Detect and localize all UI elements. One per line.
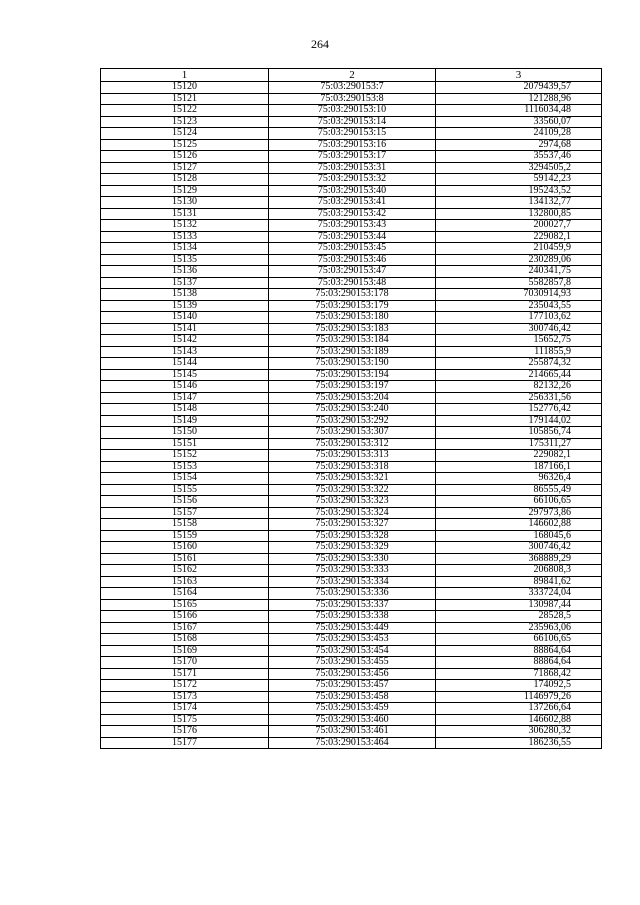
cadastral-number-cell: 75:03:290153:464 (269, 737, 436, 749)
cadastral-number-cell: 75:03:290153:324 (269, 507, 436, 519)
value-cell: 96326,4 (436, 473, 602, 485)
table-row (101, 300, 602, 312)
cadastral-number-cell: 75:03:290153:190 (269, 358, 436, 370)
value-cell: 229082,1 (436, 450, 602, 462)
value-cell: 175311,27 (436, 438, 602, 450)
value-cell: 177103,62 (436, 312, 602, 324)
cadastral-number-cell: 75:03:290153:40 (269, 185, 436, 197)
row-number-cell: 15167 (101, 622, 269, 634)
row-number-cell: 15120 (101, 82, 269, 94)
value-cell: 186236,55 (436, 737, 602, 749)
cadastral-number-cell: 75:03:290153:180 (269, 312, 436, 324)
table-row (101, 542, 602, 554)
cadastral-number-cell: 75:03:290153:455 (269, 657, 436, 669)
cadastral-number-cell: 75:03:290153:44 (269, 231, 436, 243)
cadastral-number-cell: 75:03:290153:184 (269, 335, 436, 347)
table-row (101, 312, 602, 324)
row-number-cell: 15160 (101, 542, 269, 554)
table-row (101, 737, 602, 749)
cadastral-number-cell: 75:03:290153:328 (269, 530, 436, 542)
table-row (101, 507, 602, 519)
value-cell: 66106,65 (436, 634, 602, 646)
value-cell: 7030914,93 (436, 289, 602, 301)
table-row (101, 427, 602, 439)
cadastral-number-cell: 75:03:290153:322 (269, 484, 436, 496)
column-header-1: 1 (101, 69, 269, 82)
row-number-cell: 15164 (101, 588, 269, 600)
table-row (101, 484, 602, 496)
row-number-cell: 15157 (101, 507, 269, 519)
row-number-cell: 15137 (101, 277, 269, 289)
column-header-3: 3 (436, 69, 602, 82)
value-cell: 240341,75 (436, 266, 602, 278)
value-cell: 256331,56 (436, 392, 602, 404)
table-row (101, 116, 602, 128)
cadastral-number-cell: 75:03:290153:17 (269, 151, 436, 163)
value-cell: 179144,02 (436, 415, 602, 427)
table-row (101, 277, 602, 289)
cadastral-number-cell: 75:03:290153:456 (269, 668, 436, 680)
cadastral-number-cell: 75:03:290153:14 (269, 116, 436, 128)
value-cell: 206808,3 (436, 565, 602, 577)
cadastral-number-cell: 75:03:290153:327 (269, 519, 436, 531)
cadastral-number-cell: 75:03:290153:338 (269, 611, 436, 623)
value-cell: 24109,28 (436, 128, 602, 140)
value-cell: 105856,74 (436, 427, 602, 439)
row-number-cell: 15165 (101, 599, 269, 611)
row-number-cell: 15154 (101, 473, 269, 485)
value-cell: 111855,9 (436, 346, 602, 358)
cadastral-number-cell: 75:03:290153:330 (269, 553, 436, 565)
cadastral-number-cell: 75:03:290153:449 (269, 622, 436, 634)
value-cell: 15652,75 (436, 335, 602, 347)
cadastral-number-cell: 75:03:290153:10 (269, 105, 436, 117)
table-row (101, 691, 602, 703)
row-number-cell: 15148 (101, 404, 269, 416)
value-cell: 210459,9 (436, 243, 602, 255)
row-number-cell: 15124 (101, 128, 269, 140)
cadastral-number-cell: 75:03:290153:318 (269, 461, 436, 473)
table-row (101, 381, 602, 393)
table-row (101, 335, 602, 347)
row-number-cell: 15175 (101, 714, 269, 726)
table-row (101, 599, 602, 611)
cadastral-number-cell: 75:03:290153:321 (269, 473, 436, 485)
row-number-cell: 15159 (101, 530, 269, 542)
row-number-cell: 15125 (101, 139, 269, 151)
table-row (101, 461, 602, 473)
value-cell: 146602,88 (436, 714, 602, 726)
value-cell: 174092,5 (436, 680, 602, 692)
table-row (101, 634, 602, 646)
row-number-cell: 15140 (101, 312, 269, 324)
cadastral-number-cell: 75:03:290153:42 (269, 208, 436, 220)
cadastral-number-cell: 75:03:290153:334 (269, 576, 436, 588)
cadastral-number-cell: 75:03:290153:31 (269, 162, 436, 174)
value-cell: 195243,52 (436, 185, 602, 197)
value-cell: 121288,96 (436, 93, 602, 105)
row-number-cell: 15158 (101, 519, 269, 531)
value-cell: 300746,42 (436, 542, 602, 554)
value-cell: 59142,23 (436, 174, 602, 186)
value-cell: 235043,55 (436, 300, 602, 312)
row-number-cell: 15130 (101, 197, 269, 209)
value-cell: 33560,07 (436, 116, 602, 128)
value-cell: 2079439,57 (436, 82, 602, 94)
cadastral-number-cell: 75:03:290153:292 (269, 415, 436, 427)
cadastral-number-cell: 75:03:290153:312 (269, 438, 436, 450)
table-row (101, 496, 602, 508)
table-row (101, 404, 602, 416)
row-number-cell: 15141 (101, 323, 269, 335)
value-cell: 214665,44 (436, 369, 602, 381)
table-row (101, 231, 602, 243)
cadastral-number-cell: 75:03:290153:204 (269, 392, 436, 404)
value-cell: 130987,44 (436, 599, 602, 611)
row-number-cell: 15177 (101, 737, 269, 749)
cadastral-number-cell: 75:03:290153:313 (269, 450, 436, 462)
cadastral-number-cell: 75:03:290153:329 (269, 542, 436, 554)
table-row (101, 519, 602, 531)
row-number-cell: 15131 (101, 208, 269, 220)
table-row (101, 565, 602, 577)
table-row (101, 415, 602, 427)
row-number-cell: 15128 (101, 174, 269, 186)
value-cell: 137266,64 (436, 703, 602, 715)
cadastral-number-cell: 75:03:290153:323 (269, 496, 436, 508)
cadastral-number-cell: 75:03:290153:7 (269, 82, 436, 94)
cadastral-number-cell: 75:03:290153:43 (269, 220, 436, 232)
cadastral-number-cell: 75:03:290153:179 (269, 300, 436, 312)
row-number-cell: 15171 (101, 668, 269, 680)
table-row (101, 323, 602, 335)
cadastral-number-cell: 75:03:290153:15 (269, 128, 436, 140)
table-row (101, 680, 602, 692)
cadastral-number-cell: 75:03:290153:453 (269, 634, 436, 646)
cadastral-number-cell: 75:03:290153:307 (269, 427, 436, 439)
table-row (101, 645, 602, 657)
row-number-cell: 15150 (101, 427, 269, 439)
table-row (101, 254, 602, 266)
table-row (101, 105, 602, 117)
table-row (101, 726, 602, 738)
cadastral-number-cell: 75:03:290153:32 (269, 174, 436, 186)
value-cell: 5582857,8 (436, 277, 602, 289)
row-number-cell: 15136 (101, 266, 269, 278)
cadastral-number-cell: 75:03:290153:178 (269, 289, 436, 301)
value-cell: 187166,1 (436, 461, 602, 473)
value-cell: 1146979,26 (436, 691, 602, 703)
page-number: 264 (311, 37, 329, 51)
row-number-cell: 15142 (101, 335, 269, 347)
table-row (101, 208, 602, 220)
table-row (101, 93, 602, 105)
value-cell: 1116034,48 (436, 105, 602, 117)
table-row (101, 358, 602, 370)
row-number-cell: 15133 (101, 231, 269, 243)
cadastral-number-cell: 75:03:290153:47 (269, 266, 436, 278)
value-cell: 306280,32 (436, 726, 602, 738)
table-row (101, 611, 602, 623)
value-cell: 235963,06 (436, 622, 602, 634)
cadastral-number-cell: 75:03:290153:48 (269, 277, 436, 289)
value-cell: 229082,1 (436, 231, 602, 243)
table-row (101, 197, 602, 209)
row-number-cell: 15143 (101, 346, 269, 358)
table-row (101, 266, 602, 278)
value-cell: 230289,06 (436, 254, 602, 266)
value-cell: 86555,49 (436, 484, 602, 496)
row-number-cell: 15174 (101, 703, 269, 715)
row-number-cell: 15166 (101, 611, 269, 623)
cadastral-number-cell: 75:03:290153:46 (269, 254, 436, 266)
table-row (101, 243, 602, 255)
row-number-cell: 15127 (101, 162, 269, 174)
cadastral-number-cell: 75:03:290153:458 (269, 691, 436, 703)
value-cell: 71868,42 (436, 668, 602, 680)
value-cell: 300746,42 (436, 323, 602, 335)
row-number-cell: 15153 (101, 461, 269, 473)
row-number-cell: 15129 (101, 185, 269, 197)
table-row (101, 82, 602, 94)
cadastral-number-cell: 75:03:290153:197 (269, 381, 436, 393)
table-row (101, 162, 602, 174)
table-row (101, 530, 602, 542)
row-number-cell: 15149 (101, 415, 269, 427)
cadastral-number-cell: 75:03:290153:333 (269, 565, 436, 577)
cadastral-number-cell: 75:03:290153:459 (269, 703, 436, 715)
cadastral-number-cell: 75:03:290153:461 (269, 726, 436, 738)
row-number-cell: 15121 (101, 93, 269, 105)
row-number-cell: 15173 (101, 691, 269, 703)
value-cell: 134132,77 (436, 197, 602, 209)
table-row (101, 185, 602, 197)
row-number-cell: 15161 (101, 553, 269, 565)
value-cell: 146602,88 (436, 519, 602, 531)
value-cell: 132800,85 (436, 208, 602, 220)
cadastral-number-cell: 75:03:290153:454 (269, 645, 436, 657)
row-number-cell: 15145 (101, 369, 269, 381)
table-row (101, 622, 602, 634)
value-cell: 35537,46 (436, 151, 602, 163)
row-number-cell: 15134 (101, 243, 269, 255)
row-number-cell: 15156 (101, 496, 269, 508)
table-row (101, 703, 602, 715)
row-number-cell: 15162 (101, 565, 269, 577)
cadastral-number-cell: 75:03:290153:457 (269, 680, 436, 692)
table-header-row (101, 69, 602, 82)
table-row (101, 588, 602, 600)
value-cell: 88864,64 (436, 657, 602, 669)
table-row (101, 139, 602, 151)
table-row (101, 553, 602, 565)
row-number-cell: 15169 (101, 645, 269, 657)
table-row (101, 714, 602, 726)
data-table (100, 68, 602, 749)
cadastral-number-cell: 75:03:290153:41 (269, 197, 436, 209)
table-row (101, 174, 602, 186)
row-number-cell: 15123 (101, 116, 269, 128)
value-cell: 89841,62 (436, 576, 602, 588)
row-number-cell: 15176 (101, 726, 269, 738)
value-cell: 2974,68 (436, 139, 602, 151)
cadastral-number-cell: 75:03:290153:460 (269, 714, 436, 726)
row-number-cell: 15155 (101, 484, 269, 496)
table-body (101, 82, 602, 749)
row-number-cell: 15152 (101, 450, 269, 462)
row-number-cell: 15146 (101, 381, 269, 393)
row-number-cell: 15135 (101, 254, 269, 266)
table-row (101, 450, 602, 462)
table-row (101, 438, 602, 450)
row-number-cell: 15144 (101, 358, 269, 370)
table-row (101, 346, 602, 358)
table-row (101, 473, 602, 485)
column-header-2: 2 (269, 69, 436, 82)
row-number-cell: 15132 (101, 220, 269, 232)
table-row (101, 128, 602, 140)
cadastral-number-cell: 75:03:290153:16 (269, 139, 436, 151)
cadastral-number-cell: 75:03:290153:337 (269, 599, 436, 611)
table-row (101, 289, 602, 301)
table-row (101, 369, 602, 381)
row-number-cell: 15168 (101, 634, 269, 646)
row-number-cell: 15122 (101, 105, 269, 117)
row-number-cell: 15138 (101, 289, 269, 301)
value-cell: 28528,5 (436, 611, 602, 623)
value-cell: 168045,6 (436, 530, 602, 542)
table-row (101, 576, 602, 588)
value-cell: 82132,26 (436, 381, 602, 393)
value-cell: 88864,64 (436, 645, 602, 657)
table-row (101, 668, 602, 680)
value-cell: 255874,32 (436, 358, 602, 370)
value-cell: 66106,65 (436, 496, 602, 508)
value-cell: 333724,04 (436, 588, 602, 600)
value-cell: 152776,42 (436, 404, 602, 416)
row-number-cell: 15139 (101, 300, 269, 312)
row-number-cell: 15163 (101, 576, 269, 588)
row-number-cell: 15147 (101, 392, 269, 404)
row-number-cell: 15170 (101, 657, 269, 669)
cadastral-number-cell: 75:03:290153:8 (269, 93, 436, 105)
value-cell: 297973,86 (436, 507, 602, 519)
value-cell: 368889,29 (436, 553, 602, 565)
cadastral-number-cell: 75:03:290153:45 (269, 243, 436, 255)
table-row (101, 657, 602, 669)
cadastral-number-cell: 75:03:290153:194 (269, 369, 436, 381)
cadastral-number-cell: 75:03:290153:189 (269, 346, 436, 358)
cadastral-number-cell: 75:03:290153:336 (269, 588, 436, 600)
table-row (101, 392, 602, 404)
row-number-cell: 15172 (101, 680, 269, 692)
cadastral-number-cell: 75:03:290153:240 (269, 404, 436, 416)
value-cell: 200027,7 (436, 220, 602, 232)
cadastral-number-cell: 75:03:290153:183 (269, 323, 436, 335)
row-number-cell: 15151 (101, 438, 269, 450)
table-row (101, 220, 602, 232)
value-cell: 3294505,2 (436, 162, 602, 174)
row-number-cell: 15126 (101, 151, 269, 163)
table-row (101, 151, 602, 163)
